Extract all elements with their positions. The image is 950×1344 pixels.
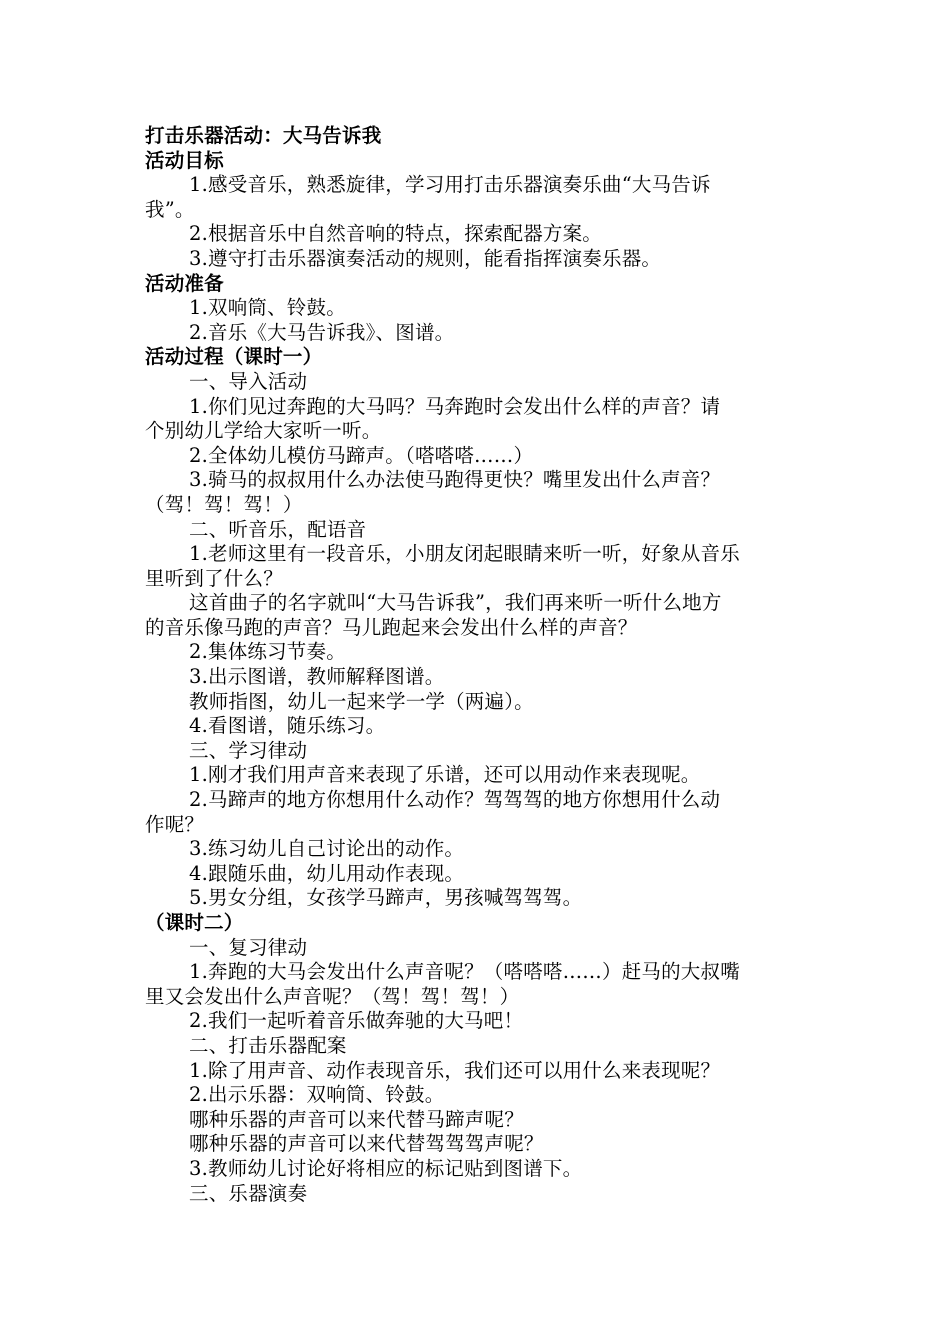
paragraph-line: 2.我们一起听着音乐做奔驰的大马吧！ <box>189 1009 524 1033</box>
paragraph-line: 2.音乐《大马告诉我》、图谱。 <box>189 320 455 344</box>
paragraph-line: 里听到了什么？ <box>145 566 283 590</box>
paragraph-line: 的音乐像马跑的声音？马儿跑起来会发出什么样的声音？ <box>145 615 638 639</box>
paragraph-line: 二、听音乐，配语音 <box>189 517 367 541</box>
paragraph-line: 1.奔跑的大马会发出什么声音呢？（嗒嗒嗒……）赶马的大叔嘴 <box>189 960 740 984</box>
paragraph-line: 2.马蹄声的地方你想用什么动作？驾驾驾的地方你想用什么动 <box>189 788 721 812</box>
paragraph-line: 2.集体练习节奏。 <box>189 640 346 664</box>
document-title: 打击乐器活动：大马告诉我 <box>145 124 382 147</box>
paragraph-line: 3.遵守打击乐器演奏活动的规则，能看指挥演奏乐器。 <box>189 246 662 270</box>
paragraph-line: 我”。 <box>145 197 195 221</box>
paragraph-line: 1.老师这里有一段音乐，小朋友闭起眼睛来听一听，好象从音乐 <box>189 542 740 566</box>
paragraph-line: 3.练习幼儿自己讨论出的动作。 <box>189 837 465 861</box>
paragraph-line: 哪种乐器的声音可以来代替驾驾驾声呢？ <box>189 1132 544 1156</box>
paragraph-line: 1.双响筒、铃鼓。 <box>189 296 346 320</box>
paragraph-line: 1.你们见过奔跑的大马吗？马奔跑时会发出什么样的声音？请 <box>189 394 721 418</box>
section-heading: 活动目标 <box>145 148 224 172</box>
section-heading: 活动过程（课时一） <box>145 345 323 369</box>
paragraph-line: 二、打击乐器配案 <box>189 1033 347 1057</box>
paragraph-line: 1.刚才我们用声音来表现了乐谱，还可以用动作来表现呢。 <box>189 763 701 787</box>
paragraph-line: 2.全体幼儿模仿马蹄声。（嗒嗒嗒……） <box>189 443 534 467</box>
document-body <box>145 149 810 1207</box>
paragraph-line: 2.出示乐器：双响筒、铃鼓。 <box>189 1083 445 1107</box>
paragraph-line: 教师指图，幼儿一起来学一学（两遍）。 <box>189 689 534 713</box>
paragraph-line: 3.教师幼儿讨论好将相应的标记贴到图谱下。 <box>189 1156 583 1180</box>
paragraph-line: 一、导入活动 <box>189 369 308 393</box>
paragraph-line: 2.根据音乐中自然音响的特点，探索配器方案。 <box>189 222 603 246</box>
paragraph-line: 1.感受音乐，熟悉旋律，学习用打击乐器演奏乐曲“大马告诉 <box>189 173 711 197</box>
paragraph-line: 1.除了用声音、动作表现音乐，我们还可以用什么来表现呢？ <box>189 1058 721 1082</box>
paragraph-line: 3.骑马的叔叔用什么办法使马跑得更快？嘴里发出什么声音？ <box>189 468 721 492</box>
section-heading: （课时二） <box>145 911 244 934</box>
paragraph-line: 4.看图谱，随乐练习。 <box>189 714 386 738</box>
paragraph-line: 三、乐器演奏 <box>189 1181 308 1205</box>
paragraph-line: 三、学习律动 <box>189 738 308 762</box>
paragraph-line: 一、复习律动 <box>189 935 308 959</box>
paragraph-line: 作呢？ <box>145 812 205 836</box>
paragraph-line: 里又会发出什么声音呢？（驾！驾！驾！） <box>145 984 520 1008</box>
section-heading: 活动准备 <box>145 271 224 295</box>
paragraph-line: 这首曲子的名字就叫“大马告诉我”，我们再来听一听什么地方 <box>189 591 722 615</box>
paragraph-line: 4.跟随乐曲，幼儿用动作表现。 <box>189 861 465 885</box>
paragraph-line: 哪种乐器的声音可以来代替马蹄声呢？ <box>189 1107 524 1131</box>
paragraph-line: （驾！驾！驾！） <box>145 492 303 516</box>
paragraph-line: 5.男女分组，女孩学马蹄声，男孩喊驾驾驾。 <box>189 886 583 910</box>
paragraph-line: 个别幼儿学给大家听一听。 <box>145 419 382 443</box>
paragraph-line: 3.出示图谱，教师解释图谱。 <box>189 665 445 689</box>
